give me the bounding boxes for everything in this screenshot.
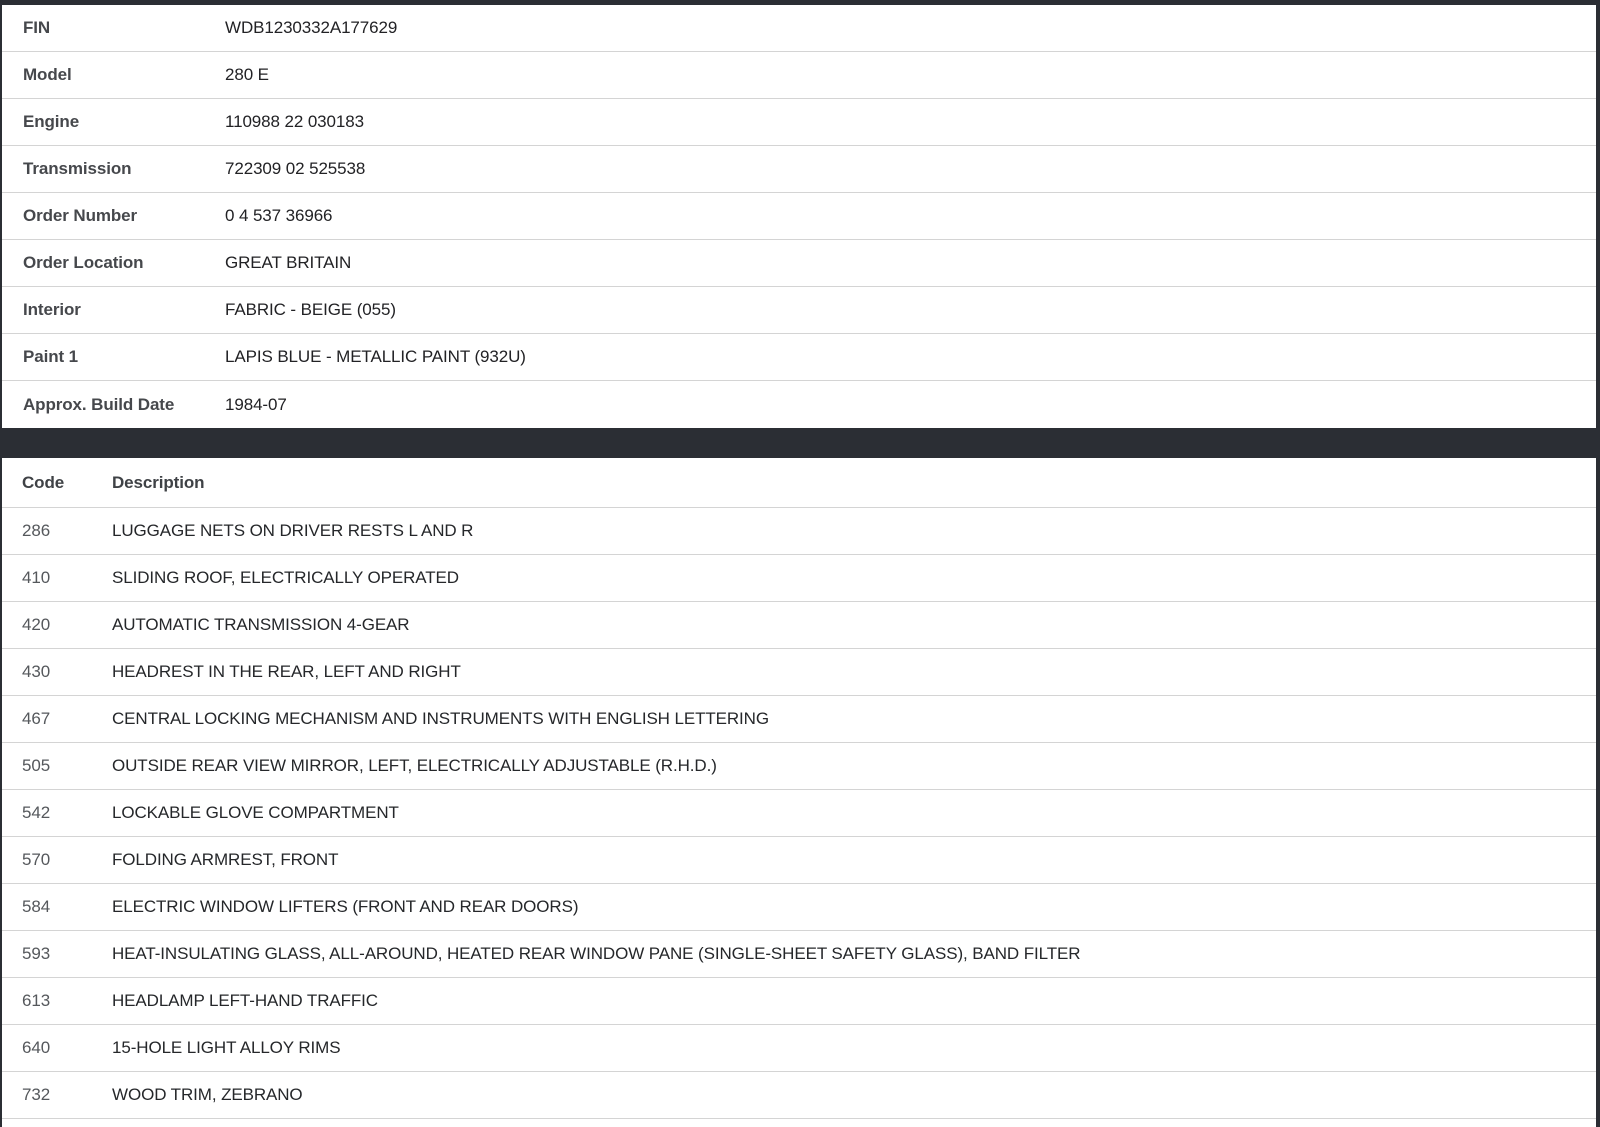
code-row — [2, 884, 1596, 931]
option-description: HEADREST IN THE REAR, LEFT AND RIGHT — [112, 662, 461, 681]
field-label: Model — [23, 65, 72, 84]
equipment-codes-table — [2, 458, 1596, 1127]
option-code: 542 — [22, 803, 51, 822]
vehicle-info-row — [2, 381, 1596, 428]
code-row — [2, 837, 1596, 884]
vehicle-info-row — [2, 334, 1596, 381]
code-row — [2, 1072, 1596, 1119]
option-description: OUTSIDE REAR VIEW MIRROR, LEFT, ELECTRICALLY ADJUSTABLE (R.H.D.) — [112, 756, 717, 775]
field-label: FIN — [23, 18, 51, 37]
option-description: SLIDING ROOF, ELECTRICALLY OPERATED — [112, 568, 459, 587]
option-description: CENTRAL LOCKING MECHANISM AND INSTRUMENTS WITH ENGLISH LETTERING — [112, 709, 769, 728]
option-description: ELECTRIC WINDOW LIFTERS (FRONT AND REAR DOORS) — [112, 897, 579, 916]
vehicle-info-row — [2, 287, 1596, 334]
option-code: 467 — [22, 709, 51, 728]
code-row — [2, 602, 1596, 649]
option-description: 15-HOLE LIGHT ALLOY RIMS — [112, 1038, 341, 1057]
field-label: Transmission — [23, 159, 132, 178]
option-code: 584 — [22, 897, 51, 916]
option-description: WOOD TRIM, ZEBRANO — [112, 1085, 303, 1104]
option-code: 732 — [22, 1085, 51, 1104]
vehicle-info-table — [2, 5, 1596, 428]
option-code: 420 — [22, 615, 51, 634]
option-code: 593 — [22, 944, 51, 963]
vehicle-info-row — [2, 52, 1596, 99]
code-row — [2, 743, 1596, 790]
field-label: Order Location — [23, 253, 144, 272]
code-row — [2, 649, 1596, 696]
codes-rows — [2, 508, 1596, 1119]
vehicle-info-row — [2, 146, 1596, 193]
code-row — [2, 1025, 1596, 1072]
option-description: AUTOMATIC TRANSMISSION 4-GEAR — [112, 615, 410, 634]
option-code: 430 — [22, 662, 51, 681]
field-value: 110988 22 030183 — [225, 112, 364, 131]
codes-header-row — [2, 458, 1596, 508]
field-label: Order Number — [23, 206, 138, 225]
code-row — [2, 696, 1596, 743]
code-row — [2, 790, 1596, 837]
option-code: 410 — [22, 568, 51, 587]
code-row — [2, 555, 1596, 602]
field-label: Engine — [23, 112, 80, 131]
field-value: LAPIS BLUE - METALLIC PAINT (932U) — [225, 347, 526, 366]
option-code: 286 — [22, 521, 51, 540]
field-label: Paint 1 — [23, 347, 79, 366]
field-label: Interior — [23, 300, 81, 319]
field-value: 1984-07 — [225, 394, 287, 414]
option-description: FOLDING ARMREST, FRONT — [112, 850, 339, 869]
option-code: 640 — [22, 1038, 51, 1057]
option-code: 613 — [22, 991, 51, 1010]
field-label: Approx. Build Date — [23, 394, 175, 414]
option-description: HEADLAMP LEFT-HAND TRAFFIC — [112, 991, 378, 1010]
option-description: HEAT-INSULATING GLASS, ALL-AROUND, HEATED REAR WINDOW PANE (SINGLE-SHEET SAFETY GLASS), BAND FILTER — [112, 944, 1081, 963]
option-code: 505 — [22, 756, 51, 775]
field-value: GREAT BRITAIN — [225, 253, 352, 272]
field-value: FABRIC - BEIGE (055) — [225, 300, 396, 319]
field-value: 280 E — [225, 65, 269, 84]
vehicle-info-row — [2, 240, 1596, 287]
vehicle-info-row — [2, 193, 1596, 240]
field-value: 0 4 537 36966 — [225, 206, 333, 225]
code-row — [2, 931, 1596, 978]
vehicle-info-row — [2, 5, 1596, 52]
description-column-header: Description — [112, 472, 205, 492]
code-row — [2, 978, 1596, 1025]
field-value: WDB1230332A177629 — [225, 18, 398, 37]
option-code: 570 — [22, 850, 51, 869]
code-row — [2, 508, 1596, 555]
option-description: LOCKABLE GLOVE COMPARTMENT — [112, 803, 399, 822]
vehicle-info-row — [2, 99, 1596, 146]
option-description: LUGGAGE NETS ON DRIVER RESTS L AND R — [112, 521, 474, 540]
field-value: 722309 02 525538 — [225, 159, 366, 178]
code-column-header: Code — [22, 472, 65, 492]
